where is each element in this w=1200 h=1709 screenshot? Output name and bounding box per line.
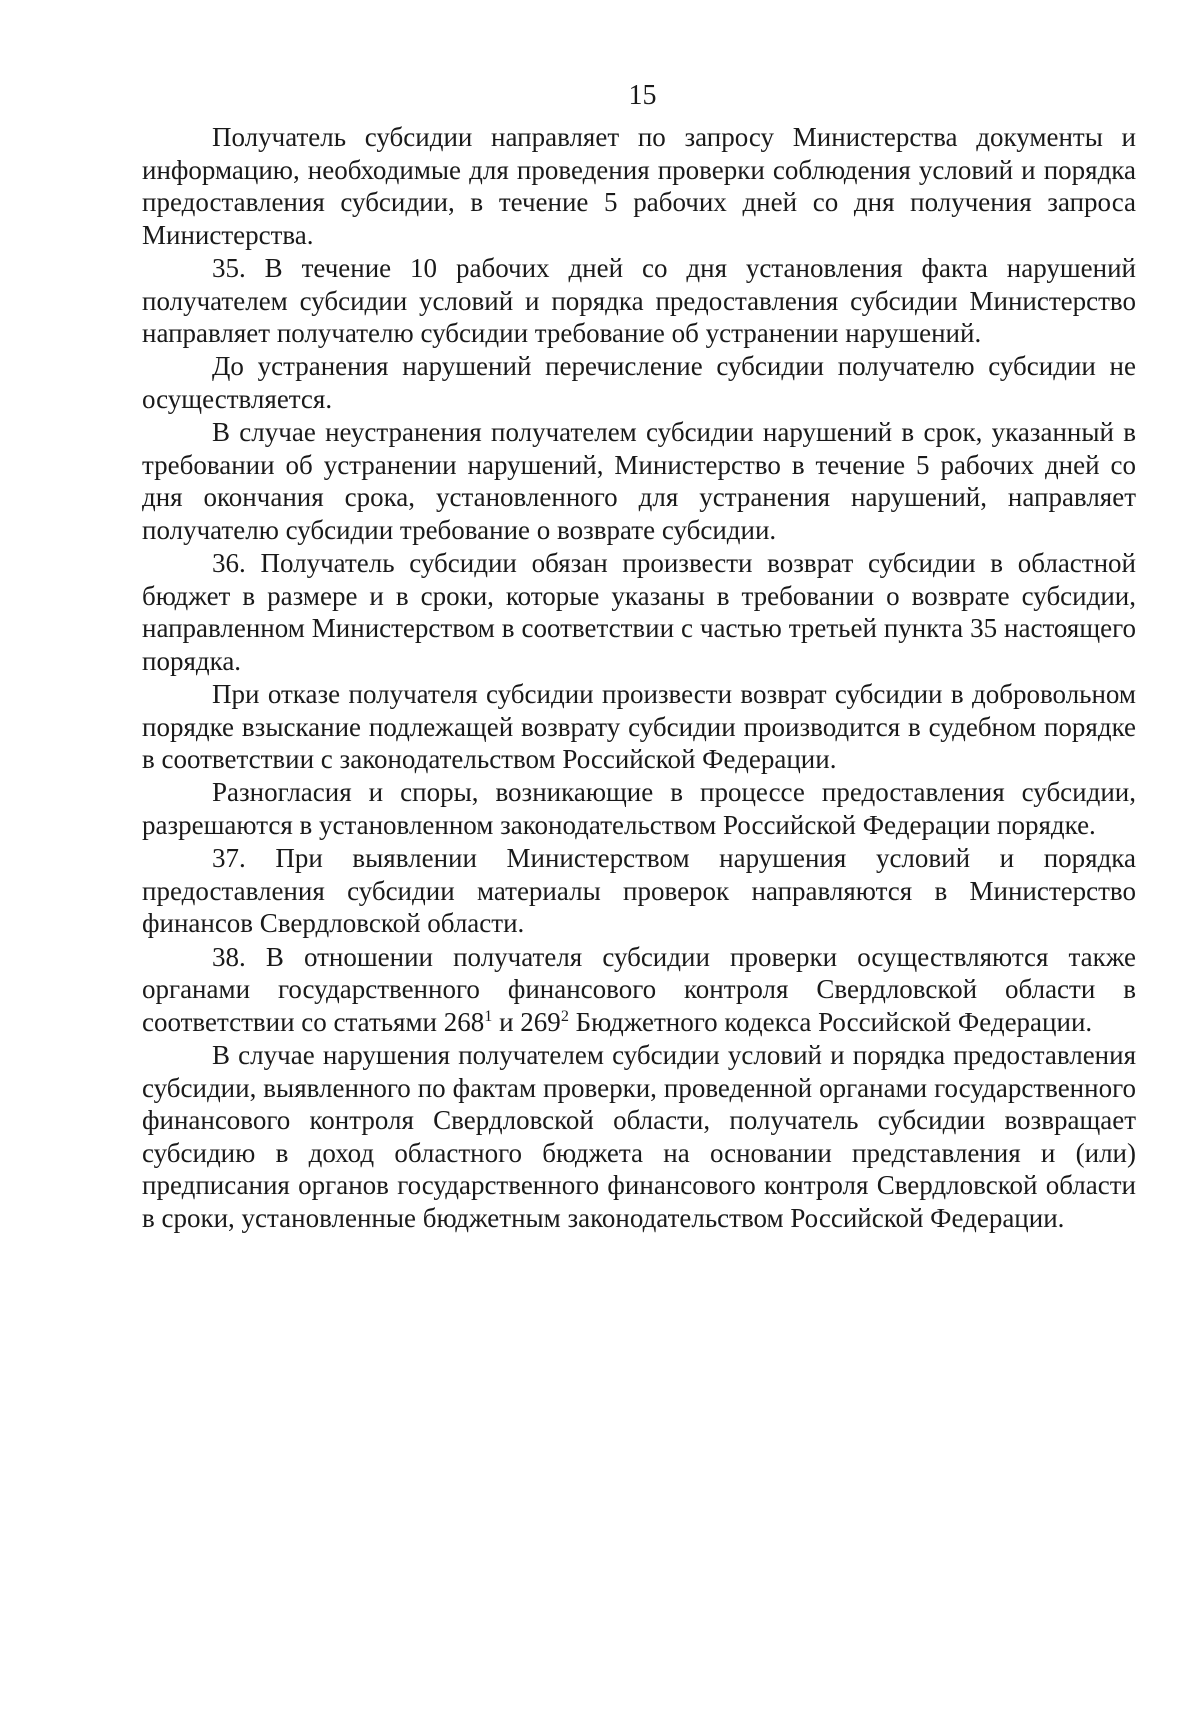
document-body (142, 121, 1136, 1235)
paragraph-35-refund-demand: В случае неустранения получателем субсидии нарушений в срок, указанный в требовании об устранении нарушений, Министерство в течение 5 рабочих дней со дня окончания срока, установленного для устранения нарушений, направляет получателю субсидии требование о возврате субсидии. (142, 417, 1136, 545)
paragraph-38-refund-to-budget: В случае нарушения получателем субсидии условий и порядка предоставления субсидии, выявленного по фактам проверки, проведенной органами государственного финансового контроля Свердловской области, получатель субсидии возвращает субсидию в доход областного бюджета на основании представления и (или) предписания органов государственного финансового контроля Свердловской области в сроки, установленные бюджетным законодательством Российской Федерации. (142, 1039, 1136, 1233)
paragraph-36-disputes: Разногласия и споры, возникающие в процессе предоставления субсидии, разрешаются в установленном законодательством Российской Федерации порядке. (142, 777, 1136, 841)
paragraph-37: 37. При выявлении Министерством нарушения условий и порядка предоставления субсидии материалы проверок направляются в Министерство финансов Свердловской области. (142, 843, 1136, 939)
superscript-1: 1 (484, 1006, 493, 1025)
paragraph-36: 36. Получатель субсидии обязан произвести возврат субсидии в областной бюджет в размере и в сроки, которые указаны в требовании о возврате субсидии, направленном Министерством в соответствии с частью третьей пункта 35 настоящего порядка. (142, 548, 1136, 676)
paragraph-38-text-after: Бюджетного кодекса Российской Федерации. (568, 1006, 1093, 1037)
paragraph-35-transfer-suspension: До устранения нарушений перечисление субсидии получателю субсидии не осуществляется. (142, 351, 1136, 414)
paragraph-36-court-recovery: При отказе получателя субсидии произвести возврат субсидии в добровольном порядке взыскание подлежащей возврату субсидии производится в судебном порядке в соответствии с законодательством Российской Федерации. (142, 679, 1136, 775)
paragraph-35: 35. В течение 10 рабочих дней со дня установления факта нарушений получателем субсидии условий и порядка предоставления субсидии Министерство направляет получателю субсидии требование об устранении нарушений. (142, 252, 1136, 349)
paragraph-38 (142, 941, 1136, 1039)
page-number: 15 (628, 80, 657, 111)
superscript-2: 2 (560, 1006, 569, 1025)
paragraph-38-text-middle: и 269 (492, 1006, 561, 1037)
paragraph-request-documents: Получатель субсидии направляет по запросу Министерства документы и информацию, необходимые для проведения проверки соблюдения условий и порядка предоставления субсидии, в течение 5 рабочих дней со дня получения запроса Министерства. (142, 122, 1136, 250)
paragraph-38-text-before: 38. В отношении получателя субсидии проверки осуществляются также органами государственного финансового контроля Свердловской области в соответствии со статьями 268 (142, 941, 1136, 1037)
